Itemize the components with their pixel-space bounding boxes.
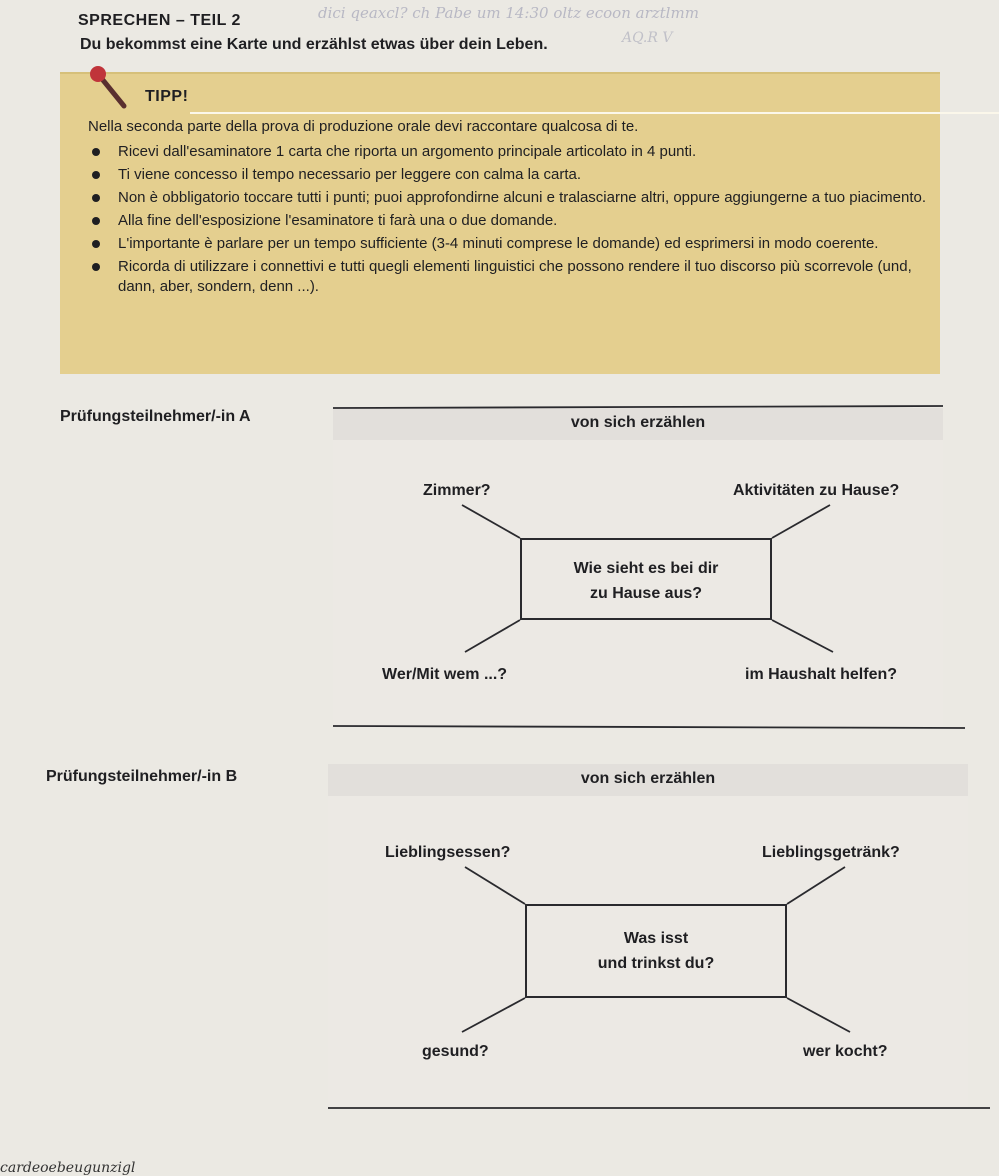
card-a-top-right-connector <box>772 505 830 538</box>
card-b-center-line1: Was isst <box>623 930 689 947</box>
card-b-bottom-right-connector <box>787 998 850 1032</box>
card-a-bottom-left-prompt: Wer/Mit wem ...? <box>382 666 508 683</box>
tip-bullet: Ricorda di utilizzare i connettivi e tutti quegli elementi linguistici che possono rendere il tuo discorso più scorrevole (und, dann, aber, sondern, denn ...). <box>88 257 938 297</box>
card-b-top-left-connector <box>465 867 525 904</box>
tip-bullet: Ricevi dall'esaminatore 1 carta che riporta un argomento principale articolato in 4 punti. <box>88 142 938 162</box>
section-title: SPRECHEN – TEIL 2 <box>78 12 241 29</box>
tip-title: TIPP! <box>145 88 189 105</box>
footer-handwriting: cardeoebeugunzigl <box>0 1160 136 1176</box>
card-a-top-border <box>333 406 943 408</box>
tip-bullet: Ti viene concesso il tempo necessario per leggere con calma la carta. <box>88 165 938 185</box>
card-b-bottom-left-prompt: gesund? <box>422 1043 489 1060</box>
card-a-center-line2: zu Hause aus? <box>589 585 703 602</box>
card-b-title: von sich erzählen <box>580 770 716 787</box>
handwritten-note-2: AQ.R V <box>622 30 673 46</box>
card-b-center-line2: und trinkst du? <box>597 955 715 972</box>
card-a-center-line1: Wie sieht es bei dir <box>573 560 719 577</box>
tip-intro: Nella seconda parte della prova di produzione orale devi raccontare qualcosa di te. <box>88 118 639 135</box>
card-a-title: von sich erzählen <box>570 414 706 431</box>
card-b-top-right-prompt: Lieblingsgetränk? <box>762 844 900 861</box>
card-b-top-right-connector <box>787 867 845 904</box>
tip-bullet: L'importante è parlare per un tempo sufficiente (3-4 minuti comprese le domande) ed esprimersi in modo coerente. <box>88 234 938 254</box>
card-a-top-left-prompt: Zimmer? <box>423 482 491 499</box>
card-a-bottom-border <box>333 726 965 728</box>
participant-a-label: Prüfungsteilnehmer/-in A <box>60 408 251 425</box>
card-a-bottom-right-connector <box>772 620 833 652</box>
card-b-bottom-left-connector <box>462 998 525 1032</box>
card-a-top-left-connector <box>462 505 520 538</box>
handwritten-note: dici qeaxcl? ch Pabe um 14:30 oltz ecoon arztlmm <box>318 4 699 22</box>
card-b-bottom-right-prompt: wer kocht? <box>803 1043 888 1060</box>
card-a-bottom-left-connector <box>465 620 520 652</box>
card-b-top-left-prompt: Lieblingsessen? <box>385 844 511 861</box>
tip-bullet: Alla fine dell'esposizione l'esaminatore ti farà una o due domande. <box>88 211 938 231</box>
card-a-bottom-right-prompt: im Haushalt helfen? <box>745 666 898 683</box>
instruction-text: Du bekommst eine Karte und erzählst etwas über dein Leben. <box>80 36 548 53</box>
tip-bullet: Non è obbligatorio toccare tutti i punti; puoi approfondirne alcuni e tralasciarne altri, oppure aggiungerne a tuo piacimento. <box>88 188 938 208</box>
card-a-top-right-prompt: Aktivitäten zu Hause? <box>733 482 900 499</box>
participant-b-label: Prüfungsteilnehmer/-in B <box>46 768 238 785</box>
